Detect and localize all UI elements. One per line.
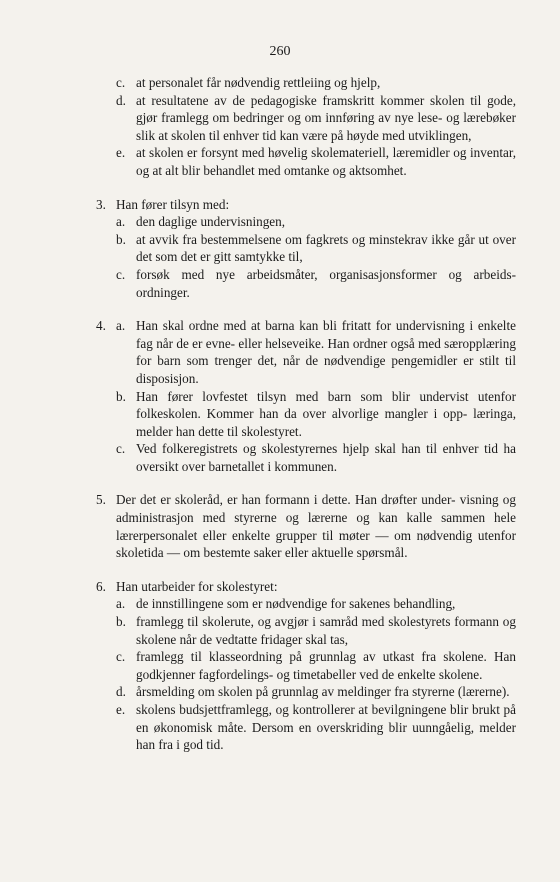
item-label: a. (116, 596, 126, 612)
item-label: c. (116, 266, 126, 282)
item-label: e. (116, 145, 126, 161)
section-number: 5. (96, 492, 106, 508)
item-text: framlegg til klasseordning på grunnlag av utkast fra skolene. Han godkjenner fagfordelings- og timetabeller ved de enkelte skolene. (136, 649, 516, 682)
section-heading (96, 196, 516, 214)
list-item (96, 92, 516, 145)
list-item (96, 317, 516, 387)
item-text: forsøk med nye arbeidsmåter, organisasjonsformer og arbeids- ordninger. (136, 266, 516, 300)
item-text: Ved folkeregistrets og skolestyrernes hjelp skal han til enhver tid ha oversikt over barnetallet i kommunen. (136, 441, 516, 474)
item-text: at skolen er forsynt med høvelig skolemateriell, læremidler og inventar, og at alt blir behandlet med omtanke og aktsomhet. (136, 145, 516, 178)
item-label: e. (116, 702, 126, 717)
item-text: at avvik fra bestemmelsene om fagkrets og minstekrav ikke går ut over det som det er gitt samtykke til, (136, 231, 516, 265)
section-6 (96, 578, 516, 754)
list-item (96, 388, 516, 441)
list-item (96, 595, 516, 613)
section-heading-text: Han utarbeider for skolestyret: (116, 578, 278, 594)
item-label: b. (116, 231, 126, 247)
list-item (96, 74, 516, 92)
section-3 (96, 196, 516, 302)
list-item (96, 648, 516, 683)
item-text: Han fører lovfestet tilsyn med barn som blir undervist utenfor folkeskolen. Kommer han da over alvorlige mangler i opp- læringa, melder han dette til skolestyret. (136, 388, 516, 439)
section-4 (96, 317, 516, 475)
item-label: b. (116, 388, 126, 404)
section-number: 4. (96, 318, 106, 334)
item-text: den daglige undervisningen, (136, 214, 286, 230)
intro-list (96, 74, 516, 180)
item-label: a. (116, 318, 126, 334)
section-number: 3. (96, 196, 106, 212)
section-heading (96, 578, 516, 596)
list-item (96, 266, 516, 301)
item-label: d. (116, 92, 126, 108)
list-item (96, 683, 516, 701)
item-text: skolens budsjettframlegg, og kontrollerer at bevilgningene blir brukt på en økonomisk måte. Dersom en overskriding blir uunngåelig, melder han fra i god tid. (136, 702, 516, 753)
page-number: 260 (269, 44, 291, 59)
item-text: framlegg til skolerute, og avgjør i samråd med skolestyrets formann og skolene når de vedtatte fridager skal tas, (136, 614, 516, 647)
document-body (96, 74, 516, 754)
paragraph (96, 491, 516, 561)
item-label: c. (116, 649, 126, 665)
item-label: d. (116, 684, 126, 700)
list-item (96, 440, 516, 475)
list-item (96, 144, 516, 179)
section-heading-text: Han fører tilsyn med: (116, 196, 230, 212)
list-item (96, 613, 516, 648)
section-5 (96, 491, 516, 561)
item-text: Han skal ordne med at barna kan bli fritatt for undervisning i enkelte fag når de er evne- eller helseveike. Han ordner også med særopplæring for barn som trenger det, når de nødvendige pengemidler er stilt til disposisjon. (136, 318, 516, 386)
item-text: at resultatene av de pedagogiske framskritt kommer skolen til gode, gjør framlegg om bedringer og om innføring av nye lese- og lærebøker slik at skolen til enhver tid kan være på høyde med utviklingen, (136, 92, 516, 143)
list-item (96, 231, 516, 266)
item-text: de innstillingene som er nødvendige for sakenes behandling, (136, 596, 456, 612)
item-label: c. (116, 441, 126, 457)
item-label: b. (116, 614, 126, 630)
item-label: c. (116, 75, 126, 90)
list-item (96, 701, 516, 754)
section-number: 6. (96, 578, 106, 594)
list-item (96, 213, 516, 231)
paragraph-text: Der det er skoleråd, er han formann i dette. Han drøfter under- visning og administrasjon med styrerne og lærerne og kan kalle sammen hele lærerpersonalet eller enkelte grupper til møter — om nødvendig utenfor skoletida — om bestemte saker eller aktuelle spørsmål. (116, 492, 516, 561)
item-label: a. (116, 214, 126, 230)
item-text: årsmelding om skolen på grunnlag av meldinger fra styrerne (lærerne). (136, 684, 510, 700)
item-text: at personalet får nødvendig rettleiing og hjelp, (136, 75, 381, 90)
